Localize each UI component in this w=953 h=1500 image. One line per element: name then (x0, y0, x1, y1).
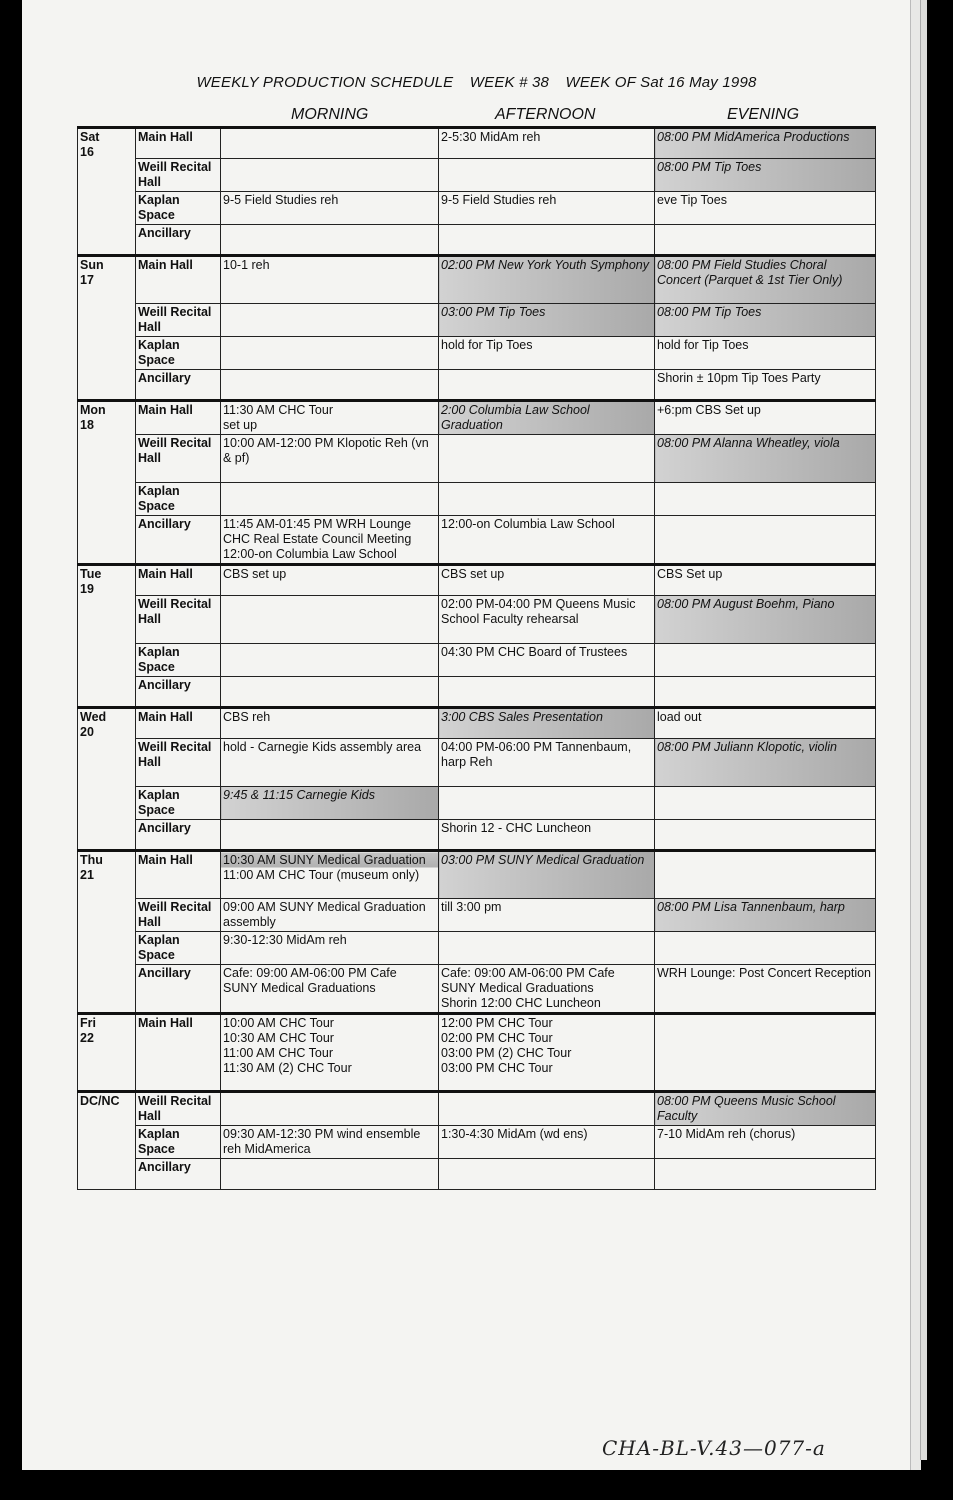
afternoon-cell: 02:00 PM New York Youth Symphony (439, 256, 655, 304)
venue-cell: Kaplan Space (136, 644, 221, 677)
afternoon-cell: 2-5:30 MidAm reh (439, 128, 655, 159)
evening-cell (655, 644, 876, 677)
morning-cell (221, 596, 439, 644)
evening-cell (655, 932, 876, 965)
afternoon-cell (439, 225, 655, 256)
schedule-row (78, 739, 876, 787)
venue-cell: Weill Recital Hall (136, 159, 221, 192)
afternoon-cell: 03:00 PM SUNY Medical Graduation (439, 851, 655, 899)
morning-cell (221, 159, 439, 192)
schedule-row (78, 708, 876, 739)
evening-cell: 7-10 MidAm reh (chorus) (655, 1126, 876, 1159)
evening-cell: 08:00 PM Lisa Tannenbaum, harp (655, 899, 876, 932)
morning-cell (221, 677, 439, 708)
afternoon-cell: 2:00 Columbia Law School Graduation (439, 401, 655, 435)
schedule-row (78, 435, 876, 483)
evening-cell: 08:00 PM Alanna Wheatley, viola (655, 435, 876, 483)
venue-cell: Kaplan Space (136, 787, 221, 820)
afternoon-cell: 1:30-4:30 MidAm (wd ens) (439, 1126, 655, 1159)
evening-cell: eve Tip Toes (655, 192, 876, 225)
afternoon-cell (439, 435, 655, 483)
day-cell: Fri 22 (78, 1014, 136, 1092)
afternoon-cell (439, 370, 655, 401)
schedule-row (78, 787, 876, 820)
schedule-row (78, 1126, 876, 1159)
evening-cell: 08:00 PM Juliann Klopotic, violin (655, 739, 876, 787)
schedule-row (78, 851, 876, 899)
evening-cell (655, 820, 876, 851)
afternoon-cell (439, 932, 655, 965)
paper-edge (920, 0, 927, 1460)
venue-cell: Weill Recital Hall (136, 739, 221, 787)
morning-cell: 10:00 AM-12:00 PM Klopotic Reh (vn & pf) (221, 435, 439, 483)
afternoon-cell: 3:00 CBS Sales Presentation (439, 708, 655, 739)
morning-cell: 10:00 AM CHC Tour 10:30 AM CHC Tour 11:00 AM CHC Tour 11:30 AM (2) CHC Tour (221, 1014, 439, 1092)
afternoon-cell: 9-5 Field Studies reh (439, 192, 655, 225)
morning-cell: Cafe: 09:00 AM-06:00 PM Cafe SUNY Medical Graduations (221, 965, 439, 1014)
schedule-row (78, 965, 876, 1014)
afternoon-cell: 12:00 PM CHC Tour 02:00 PM CHC Tour 03:00 PM (2) CHC Tour 03:00 PM CHC Tour (439, 1014, 655, 1092)
schedule-row (78, 644, 876, 677)
venue-cell: Main Hall (136, 401, 221, 435)
day-cell: Mon 18 (78, 401, 136, 565)
morning-cell: 10:30 AM SUNY Medical Graduation 11:00 AM CHC Tour (museum only) (221, 851, 439, 899)
schedule-row (78, 565, 876, 596)
title-text: WEEKLY PRODUCTION SCHEDULE (196, 74, 454, 91)
morning-cell: 09:00 AM SUNY Medical Graduation assembly (221, 899, 439, 932)
day-cell: Tue 19 (78, 565, 136, 708)
day-cell: Thu 21 (78, 851, 136, 1014)
day-cell: Sat 16 (78, 128, 136, 256)
venue-cell: Ancillary (136, 1159, 221, 1190)
afternoon-header: AFTERNOON (495, 106, 596, 123)
venue-cell: Main Hall (136, 708, 221, 739)
venue-cell: Main Hall (136, 128, 221, 159)
venue-cell: Kaplan Space (136, 483, 221, 516)
morning-cell (221, 337, 439, 370)
day-cell: Wed 20 (78, 708, 136, 851)
afternoon-cell: CBS set up (439, 565, 655, 596)
morning-cell (221, 225, 439, 256)
morning-cell (221, 1092, 439, 1126)
venue-cell: Main Hall (136, 565, 221, 596)
venue-cell: Main Hall (136, 256, 221, 304)
afternoon-cell (439, 483, 655, 516)
evening-cell: CBS Set up (655, 565, 876, 596)
morning-cell (221, 370, 439, 401)
morning-cell (221, 820, 439, 851)
venue-cell: Main Hall (136, 1014, 221, 1092)
evening-cell: 08:00 PM MidAmerica Productions (655, 128, 876, 159)
morning-cell: 9:30-12:30 MidAm reh (221, 932, 439, 965)
schedule-row (78, 1014, 876, 1092)
venue-cell: Ancillary (136, 677, 221, 708)
evening-cell (655, 677, 876, 708)
schedule-row (78, 192, 876, 225)
afternoon-cell: hold for Tip Toes (439, 337, 655, 370)
venue-cell: Kaplan Space (136, 1126, 221, 1159)
venue-cell: Weill Recital Hall (136, 304, 221, 337)
afternoon-cell: Cafe: 09:00 AM-06:00 PM Cafe SUNY Medical Graduations Shorin 12:00 CHC Luncheon (439, 965, 655, 1014)
schedule-row (78, 516, 876, 565)
schedule-row (78, 304, 876, 337)
schedule-body (78, 128, 876, 1190)
morning-cell (221, 483, 439, 516)
evening-cell: WRH Lounge: Post Concert Reception (655, 965, 876, 1014)
afternoon-cell: 04:30 PM CHC Board of Trustees (439, 644, 655, 677)
venue-cell: Kaplan Space (136, 337, 221, 370)
evening-cell: hold for Tip Toes (655, 337, 876, 370)
schedule-row (78, 370, 876, 401)
morning-cell: 10-1 reh (221, 256, 439, 304)
evening-cell: load out (655, 708, 876, 739)
evening-cell: 08:00 PM Queens Music School Faculty (655, 1092, 876, 1126)
evening-cell: +6:pm CBS Set up (655, 401, 876, 435)
afternoon-cell: 03:00 PM Tip Toes (439, 304, 655, 337)
schedule-row (78, 596, 876, 644)
morning-cell: CBS reh (221, 708, 439, 739)
morning-cell: 09:30 AM-12:30 PM wind ensemble reh MidAmerica (221, 1126, 439, 1159)
venue-cell: Weill Recital Hall (136, 899, 221, 932)
venue-cell: Ancillary (136, 965, 221, 1014)
evening-cell (655, 787, 876, 820)
week-number: WEEK # 38 (469, 74, 550, 91)
venue-cell: Weill Recital Hall (136, 596, 221, 644)
morning-cell: hold - Carnegie Kids assembly area (221, 739, 439, 787)
morning-cell: 9:45 & 11:15 Carnegie Kids (221, 787, 439, 820)
evening-cell: 08:00 PM Field Studies Choral Concert (Parquet & 1st Tier Only) (655, 256, 876, 304)
archive-note: CHA-BL-V.43—077-a (602, 1436, 826, 1460)
afternoon-cell (439, 1092, 655, 1126)
schedule-row (78, 256, 876, 304)
evening-cell (655, 1159, 876, 1190)
afternoon-cell (439, 787, 655, 820)
venue-cell: Kaplan Space (136, 192, 221, 225)
venue-cell: Weill Recital Hall (136, 435, 221, 483)
evening-cell (655, 483, 876, 516)
schedule-row (78, 1092, 876, 1126)
morning-cell: 11:45 AM-01:45 PM WRH Lounge CHC Real Estate Council Meeting 12:00-on Columbia Law School (221, 516, 439, 565)
week-of: WEEK OF Sat 16 May 1998 (565, 74, 757, 91)
schedule-table (77, 126, 876, 1190)
schedule-row (78, 1159, 876, 1190)
afternoon-cell (439, 677, 655, 708)
afternoon-cell: 04:00 PM-06:00 PM Tannenbaum, harp Reh (439, 739, 655, 787)
evening-cell (655, 1014, 876, 1092)
morning-cell (221, 128, 439, 159)
afternoon-cell: 02:00 PM-04:00 PM Queens Music School Faculty rehearsal (439, 596, 655, 644)
day-cell: Sun 17 (78, 256, 136, 401)
venue-cell: Ancillary (136, 820, 221, 851)
afternoon-cell: 12:00-on Columbia Law School (439, 516, 655, 565)
morning-cell: 9-5 Field Studies reh (221, 192, 439, 225)
morning-cell (221, 304, 439, 337)
morning-cell: CBS set up (221, 565, 439, 596)
morning-cell (221, 644, 439, 677)
schedule-row (78, 932, 876, 965)
schedule-row (78, 337, 876, 370)
morning-header: MORNING (291, 106, 369, 123)
day-cell: DC/NC (78, 1092, 136, 1190)
evening-cell: 08:00 PM Tip Toes (655, 159, 876, 192)
venue-cell: Ancillary (136, 516, 221, 565)
afternoon-cell: Shorin 12 - CHC Luncheon (439, 820, 655, 851)
evening-cell: 08:00 PM August Boehm, Piano (655, 596, 876, 644)
schedule-row (78, 128, 876, 159)
afternoon-cell (439, 159, 655, 192)
venue-cell: Ancillary (136, 370, 221, 401)
schedule-row (78, 159, 876, 192)
schedule-title (0, 74, 953, 91)
venue-cell: Ancillary (136, 225, 221, 256)
schedule-row (78, 483, 876, 516)
morning-cell: 11:30 AM CHC Tour set up (221, 401, 439, 435)
venue-cell: Weill Recital Hall (136, 1092, 221, 1126)
schedule-row (78, 899, 876, 932)
venue-cell: Main Hall (136, 851, 221, 899)
afternoon-cell: till 3:00 pm (439, 899, 655, 932)
morning-cell (221, 1159, 439, 1190)
evening-cell (655, 225, 876, 256)
evening-cell: Shorin ± 10pm Tip Toes Party (655, 370, 876, 401)
schedule-row (78, 401, 876, 435)
schedule-row (78, 225, 876, 256)
schedule-row (78, 677, 876, 708)
afternoon-cell (439, 1159, 655, 1190)
schedule-row (78, 820, 876, 851)
evening-header: EVENING (727, 106, 800, 123)
evening-cell (655, 851, 876, 899)
venue-cell: Kaplan Space (136, 932, 221, 965)
evening-cell: 08:00 PM Tip Toes (655, 304, 876, 337)
evening-cell (655, 516, 876, 565)
